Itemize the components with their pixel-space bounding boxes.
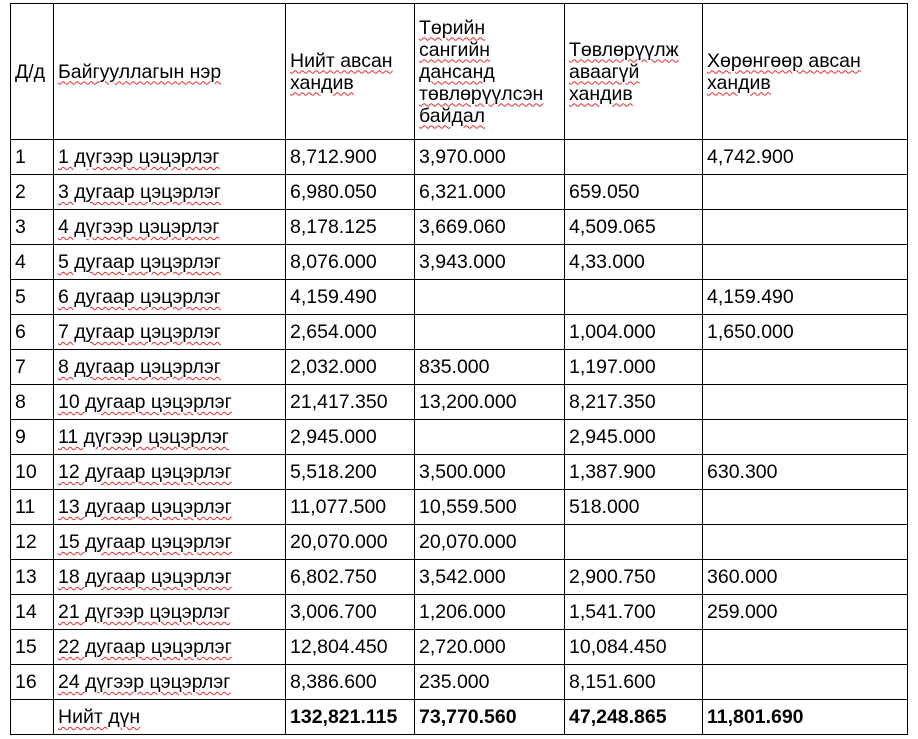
header-noncentral-label: Төвлөрүүлж аваагүй хандив [569, 38, 679, 105]
header-assets [703, 4, 908, 140]
table-row [11, 560, 908, 595]
table-row [11, 175, 908, 210]
table-row [11, 525, 908, 560]
org-name: 5 дугаар цэцэрлэг [58, 251, 221, 273]
cell-no: 16 [11, 665, 54, 700]
table-row [11, 210, 908, 245]
cell-state: 6,321.000 [415, 175, 565, 210]
totals-assets: 11,801.690 [703, 700, 908, 735]
cell-noncentral: 2,900.750 [565, 560, 703, 595]
cell-assets [703, 420, 908, 455]
cell-no: 1 [11, 140, 54, 175]
cell-assets [703, 525, 908, 560]
org-name: 8 дугаар цэцэрлэг [58, 356, 221, 378]
table-row [11, 490, 908, 525]
totals-total: 132,821.115 [286, 700, 415, 735]
table-row [11, 420, 908, 455]
cell-assets [703, 385, 908, 420]
cell-total: 11,077.500 [286, 490, 415, 525]
org-name: 10 дугаар цэцэрлэг [58, 391, 232, 413]
cell-total: 8,178.125 [286, 210, 415, 245]
cell-total: 12,804.450 [286, 630, 415, 665]
org-name: 15 дугаар цэцэрлэг [58, 531, 232, 553]
org-name: 1 дүгээр цэцэрлэг [58, 146, 220, 168]
header-total [286, 4, 415, 140]
cell-state: 10,559.500 [415, 490, 565, 525]
cell-state [415, 420, 565, 455]
cell-assets [703, 350, 908, 385]
cell-no: 10 [11, 455, 54, 490]
cell-state [415, 315, 565, 350]
org-name: 3 дугаар цэцэрлэг [58, 181, 221, 203]
cell-no: 12 [11, 525, 54, 560]
cell-org [54, 630, 286, 665]
totals-label [54, 700, 286, 735]
cell-noncentral: 1,004.000 [565, 315, 703, 350]
org-name: 18 дугаар цэцэрлэг [58, 566, 232, 588]
totals-label-text: Нийт дүн [58, 706, 141, 728]
cell-no: 3 [11, 210, 54, 245]
cell-no: 4 [11, 245, 54, 280]
cell-org [54, 175, 286, 210]
cell-total: 8,386.600 [286, 665, 415, 700]
table-header [11, 4, 908, 140]
cell-total: 2,945.000 [286, 420, 415, 455]
cell-total: 4,159.490 [286, 280, 415, 315]
header-total-label: Нийт авсан хандив [290, 49, 393, 94]
org-name: 13 дугаар цэцэрлэг [58, 496, 232, 518]
cell-org [54, 140, 286, 175]
cell-org [54, 595, 286, 630]
header-org [54, 4, 286, 140]
cell-org [54, 665, 286, 700]
cell-no: 11 [11, 490, 54, 525]
header-row [11, 4, 908, 140]
cell-state: 3,500.000 [415, 455, 565, 490]
cell-noncentral: 4,509.065 [565, 210, 703, 245]
cell-org [54, 315, 286, 350]
cell-no: 2 [11, 175, 54, 210]
cell-no: 15 [11, 630, 54, 665]
cell-no: 9 [11, 420, 54, 455]
cell-assets [703, 490, 908, 525]
cell-no: 7 [11, 350, 54, 385]
header-assets-label: Хөрөнгөөр авсан хандив [707, 49, 861, 94]
cell-state [415, 280, 565, 315]
cell-noncentral [565, 280, 703, 315]
cell-noncentral: 1,197.000 [565, 350, 703, 385]
org-name: 21 дүгээр цэцэрлэг [58, 601, 231, 623]
org-name: 6 дугаар цэцэрлэг [58, 286, 221, 308]
table-row [11, 280, 908, 315]
cell-assets [703, 175, 908, 210]
cell-assets: 630.300 [703, 455, 908, 490]
cell-org [54, 350, 286, 385]
totals-noncentral: 47,248.865 [565, 700, 703, 735]
cell-no: 5 [11, 280, 54, 315]
totals-row [11, 700, 908, 735]
cell-state: 1,206.000 [415, 595, 565, 630]
cell-state: 835.000 [415, 350, 565, 385]
table-row [11, 245, 908, 280]
cell-assets: 1,650.000 [703, 315, 908, 350]
cell-state: 20,070.000 [415, 525, 565, 560]
cell-state: 3,970.000 [415, 140, 565, 175]
donations-table [10, 3, 908, 735]
cell-total: 20,070.000 [286, 525, 415, 560]
cell-assets [703, 630, 908, 665]
cell-assets: 4,742.900 [703, 140, 908, 175]
cell-noncentral: 8,151.600 [565, 665, 703, 700]
cell-org [54, 385, 286, 420]
org-name: 12 дугаар цэцэрлэг [58, 461, 232, 483]
table-row [11, 350, 908, 385]
table-row [11, 315, 908, 350]
org-name: 7 дугаар цэцэрлэг [58, 321, 221, 343]
org-name: 22 дугаар цэцэрлэг [58, 636, 232, 658]
cell-assets: 259.000 [703, 595, 908, 630]
table-row [11, 140, 908, 175]
cell-state: 235.000 [415, 665, 565, 700]
cell-state: 3,542.000 [415, 560, 565, 595]
cell-noncentral: 1,387.900 [565, 455, 703, 490]
cell-no: 8 [11, 385, 54, 420]
cell-assets [703, 665, 908, 700]
totals-state: 73,770.560 [415, 700, 565, 735]
cell-org [54, 280, 286, 315]
cell-state: 3,669.060 [415, 210, 565, 245]
cell-total: 8,076.000 [286, 245, 415, 280]
table-row [11, 630, 908, 665]
header-noncentral [565, 4, 703, 140]
table-row [11, 595, 908, 630]
cell-state: 3,943.000 [415, 245, 565, 280]
cell-org [54, 560, 286, 595]
cell-assets: 4,159.490 [703, 280, 908, 315]
table-body [11, 140, 908, 700]
cell-total: 2,654.000 [286, 315, 415, 350]
cell-org [54, 420, 286, 455]
cell-assets: 360.000 [703, 560, 908, 595]
totals-no [11, 700, 54, 735]
org-name: 24 дүгээр цэцэрлэг [58, 671, 231, 693]
cell-noncentral: 2,945.000 [565, 420, 703, 455]
cell-state: 13,200.000 [415, 385, 565, 420]
cell-total: 21,417.350 [286, 385, 415, 420]
cell-no: 14 [11, 595, 54, 630]
header-state-label: Төрийн сангийн дансанд төвлөрүүлсэн байдал [419, 16, 544, 127]
cell-noncentral: 4,33.000 [565, 245, 703, 280]
table-footer [11, 700, 908, 735]
org-name: 11 дүгээр цэцэрлэг [58, 426, 229, 448]
header-no: Д/д [11, 4, 54, 140]
org-name: 4 дүгээр цэцэрлэг [58, 216, 220, 238]
cell-noncentral: 1,541.700 [565, 595, 703, 630]
cell-noncentral: 8,217.350 [565, 385, 703, 420]
cell-assets [703, 210, 908, 245]
cell-org [54, 490, 286, 525]
cell-assets [703, 245, 908, 280]
cell-total: 8,712.900 [286, 140, 415, 175]
cell-noncentral: 659.050 [565, 175, 703, 210]
cell-org [54, 210, 286, 245]
header-org-label: Байгууллагын нэр [58, 60, 222, 83]
cell-noncentral [565, 525, 703, 560]
table-row [11, 455, 908, 490]
header-state [415, 4, 565, 140]
cell-org [54, 245, 286, 280]
cell-total: 5,518.200 [286, 455, 415, 490]
cell-org [54, 455, 286, 490]
cell-noncentral [565, 140, 703, 175]
cell-state: 2,720.000 [415, 630, 565, 665]
cell-no: 13 [11, 560, 54, 595]
table-row [11, 665, 908, 700]
cell-total: 3,006.700 [286, 595, 415, 630]
cell-no: 6 [11, 315, 54, 350]
table-row [11, 385, 908, 420]
cell-total: 2,032.000 [286, 350, 415, 385]
cell-total: 6,802.750 [286, 560, 415, 595]
cell-total: 6,980.050 [286, 175, 415, 210]
cell-noncentral: 518.000 [565, 490, 703, 525]
cell-noncentral: 10,084.450 [565, 630, 703, 665]
cell-org [54, 525, 286, 560]
